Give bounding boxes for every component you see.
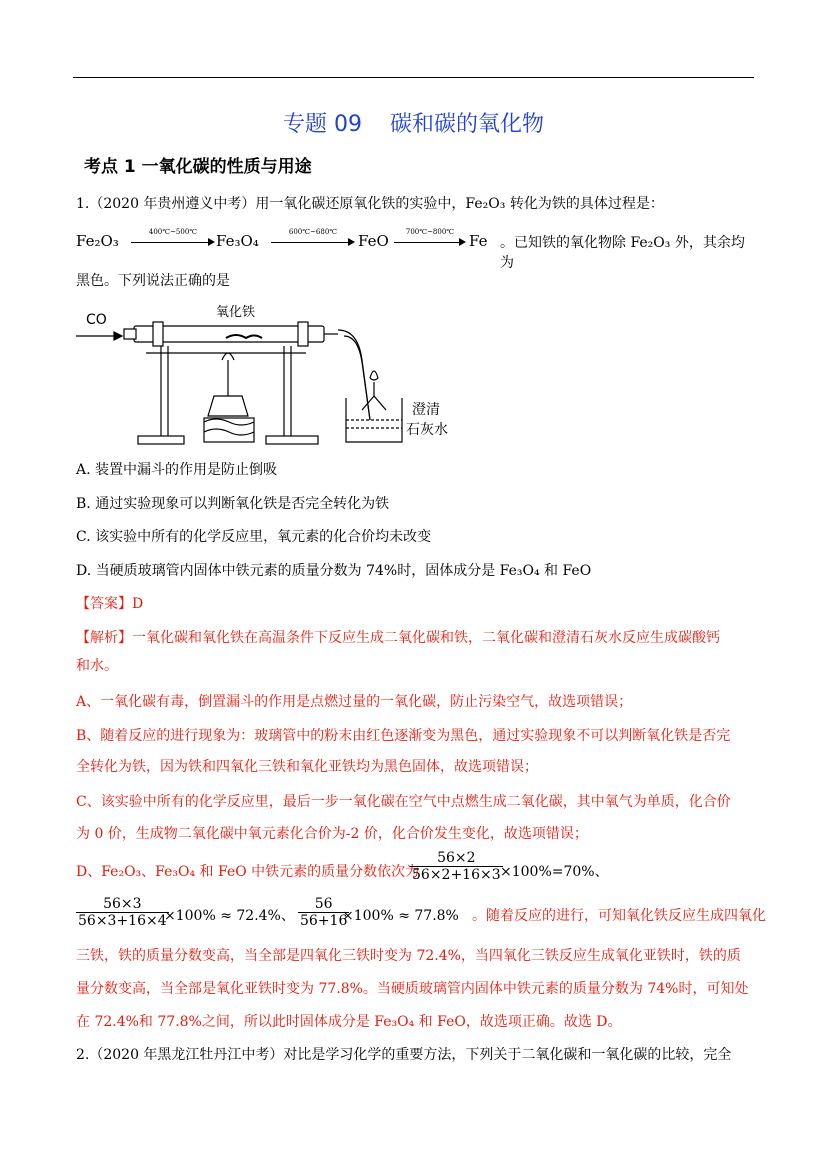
fraction-2-tail: ×100% ≈ 72.4%、: [164, 908, 295, 924]
fraction-1-tail: ×100%=70%、: [500, 864, 609, 880]
fraction-3-denominator: 56+16: [300, 913, 348, 929]
label-limewater-2: 石灰水: [406, 422, 448, 438]
page-title: [0, 107, 827, 138]
fraction-1-numerator: 56×2: [437, 850, 476, 866]
analysis-line-6: C、该实验中所有的化学反应里，最后一步一氧化碳在空气中点燃生成二氧化碳，其中氧气为单质，化合价: [76, 794, 731, 810]
option-c: C. 该实验中所有的化学反应里，氧元素的化合价均未改变: [76, 529, 432, 545]
analysis2-line-3: 在 72.4%和 77.8%之间，所以此时固体成分是 Fe₃O₄ 和 FeO，故选项正确。故选 D。: [76, 1014, 622, 1030]
fraction-3-numerator: 56: [314, 896, 333, 912]
analysis-line-1: 【解析】一氧化碳和氧化铁在高温条件下反应生成二氧化碳和铁，二氧化碳和澄清石灰水反应生成碳酸钙: [76, 630, 720, 646]
analysis-line-7: 为 0 价，生成物二氧化碳中氧元素化合价为-2 价，化合价发生变化，故选项错误；: [76, 826, 588, 842]
condition-3: 700℃~800℃: [405, 228, 455, 236]
title-text: 碳和碳的氧化物: [389, 112, 544, 137]
analysis-line-3: A、一氧化碳有毒，倒置漏斗的作用是点燃过量的一氧化碳，防止污染空气，故选项错误；: [76, 694, 633, 710]
fraction-fe3o4: [76, 896, 169, 929]
fraction-2-numerator: 56×3: [103, 896, 142, 912]
fraction-fe2o3: [410, 850, 503, 883]
option-d: D. 当硬质玻璃管内固体中铁元素的质量分数为 74%时，固体成分是 Fe₃O₄ 和 FeO: [76, 563, 592, 579]
chain-tail: 。已知铁的氧化物除 Fe₂O₃ 外，其余均为: [500, 235, 745, 271]
d-line-red-tail: 。随着反应的进行，可知氧化铁反应生成四氧化: [472, 908, 766, 924]
species-feo: FeO: [358, 232, 389, 250]
d-line-prefix: D、Fe₂O₃、Fe₃O₄ 和 FeO 中铁元素的质量分数依次为: [76, 864, 420, 880]
analysis-line-5: 全转化为铁，因为铁和四氧化三铁和氧化亚铁均为黑色固体，故选项错误；: [76, 759, 538, 775]
option-b: B. 通过实验现象可以判断氧化铁是否完全转化为铁: [76, 496, 390, 512]
section-heading: 考点 1 一氧化碳的性质与用途: [84, 157, 312, 177]
q1-stem-2: 黑色。下列说法正确的是: [76, 273, 230, 289]
label-limewater-1: 澄清: [412, 402, 440, 418]
fraction-2-denominator: 56×3+16×4: [78, 913, 167, 929]
reaction-arrow-3: [394, 228, 466, 254]
analysis2-line-2: 量分数变高，当全部是氧化亚铁时变为 77.8%。当硬质玻璃管内固体中铁元素的质量分数为 74%时，可知处: [76, 981, 749, 997]
analysis2-line-1: 三铁，铁的质量分数变高，当全部是四氧化三铁时变为 72.4%，当四氧化三铁反应生成氧化亚铁时，铁的质: [76, 948, 741, 964]
reaction-arrow-1: [131, 228, 215, 254]
apparatus-figure: [76, 298, 468, 450]
fraction-1-denominator: 56×2+16×3: [412, 867, 501, 883]
species-fe3o4: Fe₃O₄: [216, 232, 259, 250]
fraction-3-tail: ×100% ≈ 77.8%: [342, 908, 459, 924]
analysis-line-2: 和水。: [76, 658, 118, 674]
species-fe: Fe: [469, 232, 488, 250]
q2-stem: 2.（2020 年黑龙江牡丹江中考）对比是学习化学的重要方法，下列关于二氧化碳和一氧化碳的比较，完全: [76, 1047, 732, 1063]
species-fe2o3: Fe₂O₃: [76, 232, 119, 250]
condition-2: 600℃~680℃: [288, 228, 338, 236]
label-co: CO: [86, 312, 107, 328]
label-ferric-oxide: 氧化铁: [216, 305, 256, 320]
reaction-chain: [76, 228, 756, 271]
q1-stem: 1.（2020 年贵州遵义中考）用一氧化碳还原氧化铁的实验中，Fe₂O₃ 转化为铁的具体过程是：: [76, 196, 664, 212]
reaction-arrow-2: [271, 228, 355, 254]
option-a: A. 装置中漏斗的作用是防止倒吸: [76, 462, 278, 478]
condition-1: 400℃~500℃: [148, 228, 198, 236]
header-rule: [73, 77, 754, 78]
answer: 【答案】D: [76, 596, 144, 612]
title-number: 专题 09: [283, 112, 362, 137]
analysis-line-4: B、随着反应的进行现象为：玻璃管中的粉末由红色逐渐变为黑色，通过实验现象不可以判断氧化铁是否完: [76, 728, 731, 744]
